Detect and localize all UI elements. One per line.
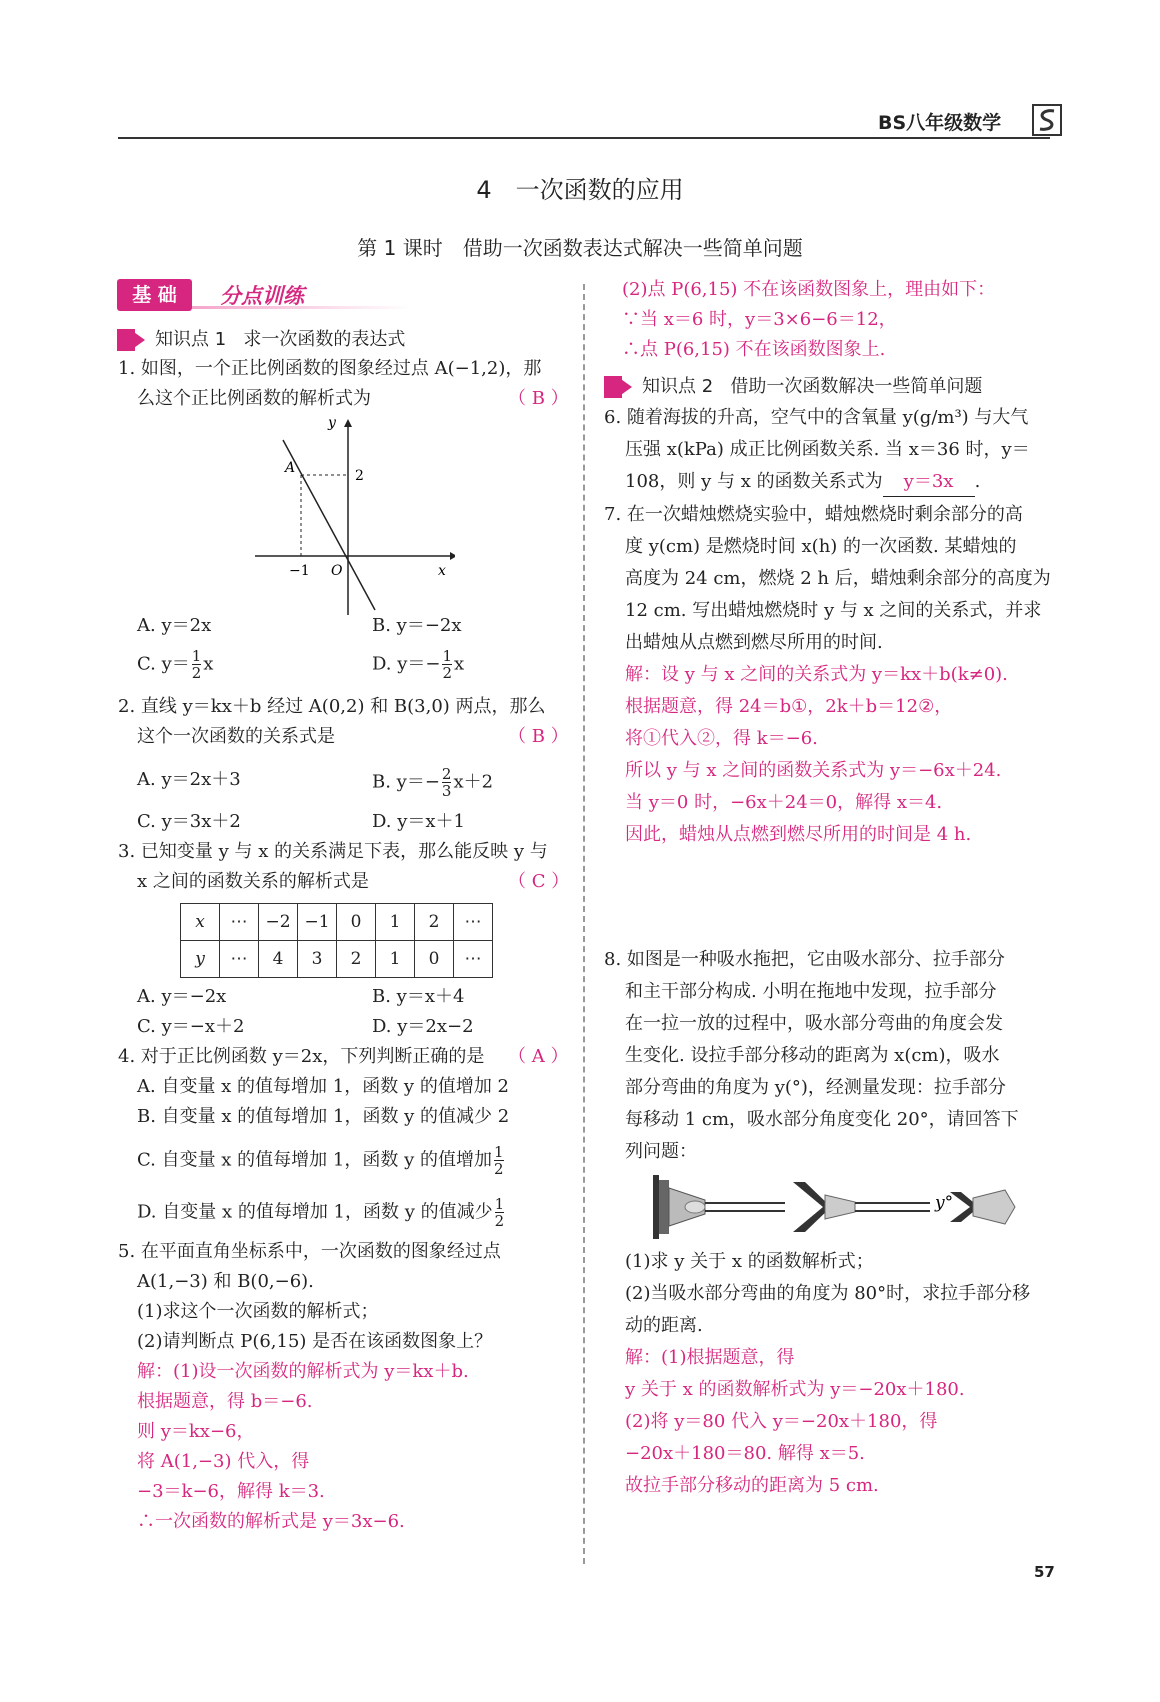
q3-option-c: C. y＝−x＋2 xyxy=(137,1016,245,1037)
q4-stem: 4. 对于正比例函数 y＝2x，下列判断正确的是 xyxy=(118,1046,485,1067)
table-cell: −1 xyxy=(298,904,337,941)
q2-option-d: D. y＝x＋1 xyxy=(372,811,466,832)
q4-option-a: A. 自变量 x 的值每增加 1，函数 y 的值增加 2 xyxy=(137,1076,509,1097)
q3-stem-2: x 之间的函数关系的解析式是 xyxy=(137,871,369,892)
tick-y-label: 2 xyxy=(355,468,364,484)
q7-line: 度 y(cm) 是燃烧时间 x(h) 的一次函数. 某蜡烛的 xyxy=(625,536,1017,557)
q8-line: 部分弯曲的角度为 y(°)，经测量发现：拉手部分 xyxy=(625,1077,1006,1098)
q4-option-b: B. 自变量 x 的值每增加 1，函数 y 的值减少 2 xyxy=(137,1106,510,1127)
q4-option-d: D. 自变量 x 的值每增加 1，函数 y 的值减少 $\frac{1}{2}$ xyxy=(137,1195,505,1230)
table-cell: y xyxy=(181,941,220,978)
q3-answer: （ C ） xyxy=(508,871,570,892)
table-cell: ⋯ xyxy=(220,941,259,978)
q4-option-c: C. 自变量 x 的值每增加 1，函数 y 的值增加 $\frac{1}{2}$ xyxy=(137,1143,504,1178)
q1-graph xyxy=(245,415,455,620)
angle-label: y° xyxy=(935,1193,954,1213)
q6-answer-blank: y＝3x xyxy=(883,468,975,497)
training-title: 分点训练 xyxy=(220,284,304,308)
q8-line: 8. 如图是一种吸水拖把，它由吸水部分、拉手部分 xyxy=(604,949,1005,970)
kp-label: 知识点 1 xyxy=(155,329,227,350)
table-cell: ⋯ xyxy=(454,941,493,978)
q7-solution-line: 所以 y 与 x 之间的函数关系式为 y＝−6x＋24. xyxy=(625,760,1002,781)
q7-solution-line: 解：设 y 与 x 之间的关系式为 y＝kx＋b(k≠0). xyxy=(625,664,1008,685)
level-badge: 基 础 xyxy=(117,279,192,311)
table-cell: 1 xyxy=(376,941,415,978)
fraction: $\frac{1}{2}$ xyxy=(191,647,202,682)
q8-line: 每移动 1 cm，吸水部分角度变化 20°，请回答下 xyxy=(625,1109,1019,1130)
table-cell: ⋯ xyxy=(454,904,493,941)
q8-solution-line: (2)将 y＝80 代入 y＝−20x＋180，得 xyxy=(625,1411,938,1432)
lesson-title: 第 1 课时 借助一次函数表达式解决一些简单问题 xyxy=(357,236,803,260)
kp-title: 借助一次函数解决一些简单问题 xyxy=(730,376,983,397)
q5-part-2: (2)请判断点 P(6,15) 是否在该函数图象上？ xyxy=(137,1331,493,1352)
table-cell: 3 xyxy=(298,941,337,978)
q3-value-table xyxy=(180,903,493,978)
q1-option-c: C. y＝ $\frac{1}{2}$ x xyxy=(137,647,214,682)
q7-line: 高度为 24 cm，燃烧 2 h 后，蜡烛剩余部分的高度为 xyxy=(625,568,1051,589)
play-icon xyxy=(618,377,632,397)
q5-solution-line: 解：(1)设一次函数的解析式为 y＝kx＋b. xyxy=(137,1361,469,1382)
table-row xyxy=(181,904,493,941)
table-cell: 0 xyxy=(337,904,376,941)
q2-option-b: B. y＝− $\frac{2}{3}$ x＋2 xyxy=(372,765,494,800)
q5-solution-line: 将 A(1,−3) 代入，得 xyxy=(137,1451,310,1472)
table-cell: −2 xyxy=(259,904,298,941)
q6-line-1: 6. 随着海拔的升高，空气中的含氧量 y(g/m³) 与大气 xyxy=(604,407,1029,428)
fraction: $\frac{1}{2}$ xyxy=(494,1195,505,1230)
q2-option-c: C. y＝3x＋2 xyxy=(137,811,241,832)
q5-solution-line: 则 y＝kx−6， xyxy=(137,1421,255,1442)
table-cell: 4 xyxy=(259,941,298,978)
header-rule xyxy=(118,137,1050,139)
q1-stem-1: 1. 如图，一个正比例函数的图象经过点 A(−1,2)，那 xyxy=(118,358,542,379)
q8-part-2b: 动的距离. xyxy=(625,1315,703,1336)
q4-answer: （ A ） xyxy=(508,1046,569,1067)
q8-solution-line: −20x＋180＝80. 解得 x＝5. xyxy=(625,1443,865,1464)
q6-line-2: 压强 x(kPa) 成正比例函数关系. 当 x＝36 时，y＝ xyxy=(625,439,1030,460)
q1-answer: （ B ） xyxy=(508,388,569,409)
q7-line: 12 cm. 写出蜡烛燃烧时 y 与 x 之间的关系式，并求 xyxy=(625,600,1042,621)
q3-option-b: B. y＝x＋4 xyxy=(372,986,465,1007)
y-axis-arrow-icon xyxy=(344,419,352,427)
q7-solution-line: 当 y＝0 时，−6x＋24＝0，解得 x＝4. xyxy=(625,792,943,813)
q1-option-d: D. y＝− $\frac{1}{2}$ x xyxy=(372,647,465,682)
q3-stem-1: 3. 已知变量 y 与 x 的关系满足下表，那么能反映 y 与 xyxy=(118,841,548,862)
fraction: $\frac{1}{2}$ xyxy=(493,1143,504,1178)
fraction: $\frac{2}{3}$ xyxy=(441,765,452,800)
knowledge-point-2 xyxy=(604,372,982,398)
publisher-logo-icon xyxy=(1032,104,1062,136)
mop-figure xyxy=(645,1170,1035,1245)
q8-part-1: (1)求 y 关于 x 的函数解析式； xyxy=(625,1251,874,1272)
point-a-label: A xyxy=(285,460,296,476)
q6-line-3: 108，则 y 与 x 的函数关系式为 y＝3x . xyxy=(625,468,980,497)
q8-line: 在一拉一放的过程中，吸水部分弯曲的角度会发 xyxy=(625,1013,1003,1034)
q5-stem-1: 5. 在平面直角坐标系中，一次函数的图象经过点 xyxy=(118,1241,501,1262)
q8-solution-line: 解：(1)根据题意，得 xyxy=(625,1347,795,1368)
q1-option-b: B. y＝−2x xyxy=(372,615,462,636)
q7-solution-line: 根据题意，得 24＝b①，2k＋b＝12②， xyxy=(625,696,953,717)
table-row xyxy=(181,941,493,978)
knowledge-point-1 xyxy=(117,325,405,351)
column-divider xyxy=(583,284,585,1564)
function-line xyxy=(283,440,375,610)
q8-solution-line: 故拉手部分移动的距离为 5 cm. xyxy=(625,1475,879,1496)
q5-solution-line: ∴一次函数的解析式是 y＝3x−6. xyxy=(137,1511,405,1532)
q5-solution-line: ∵当 x＝6 时，y＝3×6−6＝12， xyxy=(622,309,897,330)
q7-solution-line: 因此，蜡烛从点燃到燃尽所用的时间是 4 h. xyxy=(625,824,972,845)
q2-stem-1: 2. 直线 y＝kx＋b 经过 A(0,2) 和 B(3,0) 两点，那么 xyxy=(118,696,546,717)
q2-answer: （ B ） xyxy=(508,726,569,747)
fraction: $\frac{1}{2}$ xyxy=(442,647,453,682)
y-label: y xyxy=(328,415,336,431)
x-axis-arrow-icon xyxy=(450,552,455,560)
section-title: 4 一次函数的应用 xyxy=(476,176,684,204)
q8-line: 和主干部分构成. 小明在拖地中发现，拉手部分 xyxy=(625,981,997,1002)
q5-solution-line: −3＝k−6，解得 k＝3. xyxy=(137,1481,325,1502)
q1-option-a: A. y＝2x xyxy=(137,615,212,636)
play-icon xyxy=(131,330,145,350)
q8-part-2a: (2)当吸水部分弯曲的角度为 80°时，求拉手部分移 xyxy=(625,1283,1031,1304)
q1-stem-2: 么这个正比例函数的解析式为 xyxy=(137,388,371,409)
tick-x-label: −1 xyxy=(289,563,310,579)
origin-label: O xyxy=(331,563,343,579)
mop-bent-icon xyxy=(793,1182,930,1232)
q3-option-d: D. y＝2x−2 xyxy=(372,1016,474,1037)
kp-label: 知识点 2 xyxy=(642,376,714,397)
q5-solution-line: ∴点 P(6,15) 不在该函数图象上. xyxy=(622,339,886,360)
table-cell: 2 xyxy=(337,941,376,978)
table-cell: ⋯ xyxy=(220,904,259,941)
q2-option-a: A. y＝2x＋3 xyxy=(137,769,241,790)
q5-solution-line: 根据题意，得 b＝−6. xyxy=(137,1391,313,1412)
q5-solution-line: (2)点 P(6,15) 不在该函数图象上，理由如下： xyxy=(622,279,996,300)
q3-option-a: A. y＝−2x xyxy=(137,986,227,1007)
page-number: 57 xyxy=(1034,1563,1055,1581)
mop-flat-icon xyxy=(653,1175,785,1239)
table-cell: 1 xyxy=(376,904,415,941)
mop-angle-icon xyxy=(950,1190,1015,1224)
table-cell: 2 xyxy=(415,904,454,941)
q7-line: 7. 在一次蜡烛燃烧实验中，蜡烛燃烧时剩余部分的高 xyxy=(604,504,1023,525)
x-label: x xyxy=(438,563,446,579)
table-cell: x xyxy=(181,904,220,941)
q7-line: 出蜡烛从点燃到燃尽所用的时间. xyxy=(625,632,883,653)
q7-solution-line: 将①代入②，得 k＝−6. xyxy=(625,728,818,749)
q8-line: 生变化. 设拉手部分移动的距离为 x(cm)，吸水 xyxy=(625,1045,1000,1066)
book-header: BS八年级数学 xyxy=(878,112,1002,134)
q2-stem-2: 这个一次函数的关系式是 xyxy=(137,726,335,747)
q5-part-1: (1)求这个一次函数的解析式； xyxy=(137,1301,379,1322)
q8-line: 列问题： xyxy=(625,1141,697,1162)
q5-stem-2: A(1,−3) 和 B(0,−6). xyxy=(137,1271,314,1292)
kp-title: 求一次函数的表达式 xyxy=(243,329,406,350)
table-cell: 0 xyxy=(415,941,454,978)
q8-solution-line: y 关于 x 的函数解析式为 y＝−20x＋180. xyxy=(625,1379,965,1400)
